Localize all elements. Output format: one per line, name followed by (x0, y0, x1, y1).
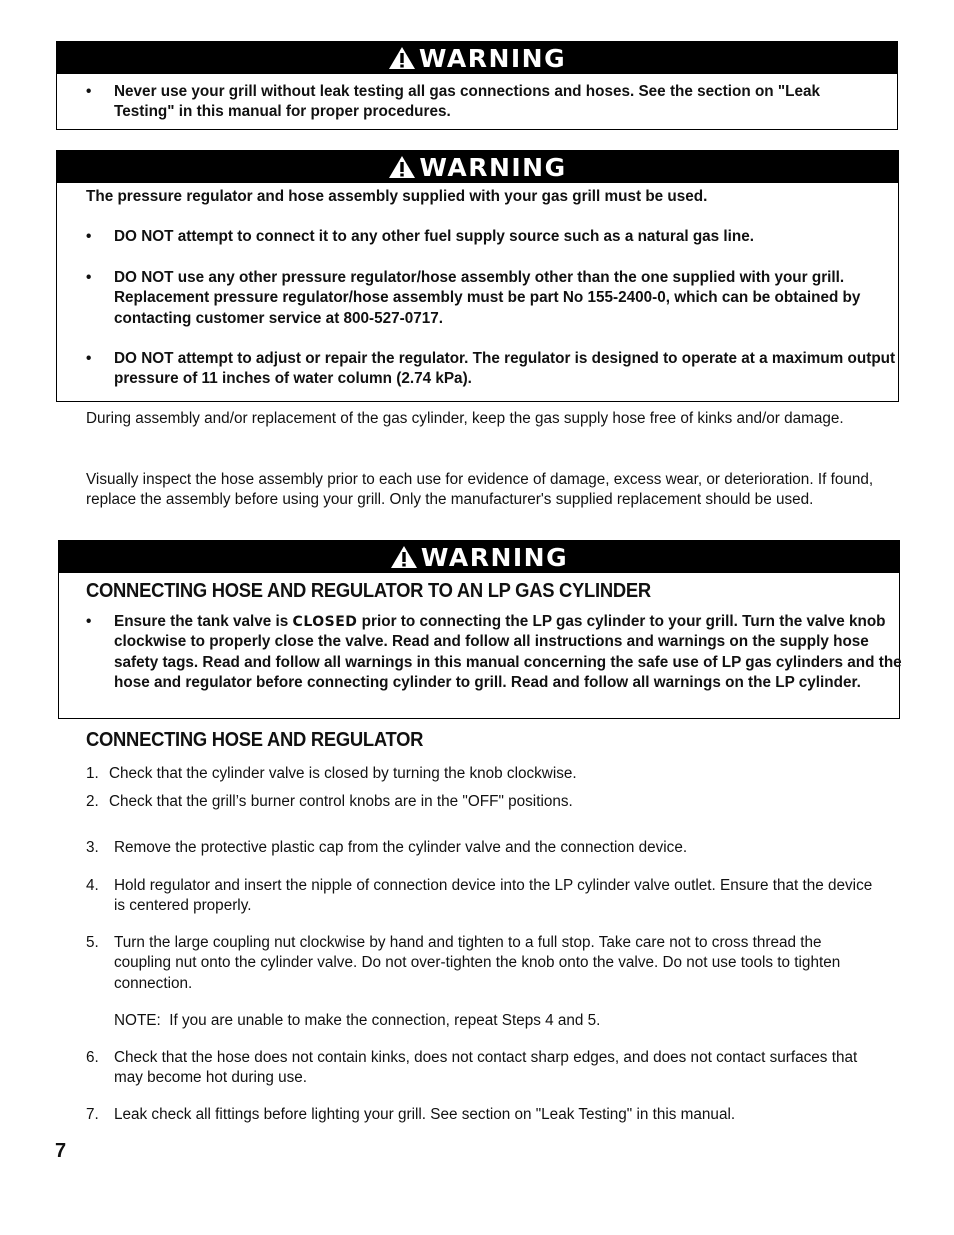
warning-triangle-icon (388, 46, 416, 70)
list-item (86, 876, 876, 917)
step-number: 3. (86, 839, 99, 856)
list-item (86, 1105, 876, 1125)
section-heading: CONNECTING HOSE AND REGULATOR (86, 729, 424, 751)
warning-bullet (86, 612, 904, 693)
closed-emphasis: CLOSED (292, 614, 358, 630)
note-text: NOTE: If you are unable to make the connection, repeat Steps 4 and 5. (114, 1012, 601, 1029)
step-text: Check that the hose does not contain kinks, does not contact sharp edges, and does not contact surfaces that may become hot during use. (114, 1049, 858, 1087)
warning-title: WARNING (420, 542, 569, 572)
step-text: Remove the protective plastic cap from the cylinder valve and the connection device. (114, 839, 688, 856)
list-item (86, 933, 876, 994)
page-number: 7 (55, 1140, 67, 1162)
warning-box-1 (56, 41, 898, 130)
warning-banner (57, 151, 898, 183)
step-text: Check that the grill’s burner control knobs are in the "OFF" positions. (109, 793, 573, 810)
warning-bullet: • DO NOT use any other pressure regulator/hose assembly other than the one supplied with your grill. Replacement pressure regulator/hose assembly must be part No 155-2400-0, which can be obtained by contacting customer service at 800-527-0717. (86, 268, 904, 329)
bullet-text: prior to connecting the LP gas cylinder to your grill. Turn the valve knob clockwise to properly close the valve. Read and follow all instructions and warnings on the supply hose safety tags. Read and follow all warnings in this manual concerning the safe use of LP gas cylinders and the hose and regulator before connecting cylinder to grill. Read and follow all warnings on the LP cylinder. (114, 613, 902, 691)
warning-bullet: • DO NOT attempt to adjust or repair the regulator. The regulator is designed to operate at a maximum output pressure of 11 inches of water column (2.74 kPa). (86, 349, 904, 390)
list-item (86, 838, 876, 858)
step-number: 5. (86, 934, 99, 951)
warning-bullet: • Never use your grill without leak testing all gas connections and hoses. See the section on "Leak Testing" in this manual for proper procedures. (86, 82, 846, 123)
list-item (86, 792, 876, 812)
warning-triangle-icon (390, 545, 418, 569)
warning-title: WARNING (419, 152, 567, 182)
warning-banner (57, 42, 897, 74)
section-heading: CONNECTING HOSE AND REGULATOR TO AN LP GAS CYLINDER (86, 580, 651, 602)
step-number: 7. (86, 1106, 99, 1123)
bullet-text: Ensure the tank valve is (114, 613, 293, 630)
step-text: Turn the large coupling nut clockwise by hand and tighten to a full stop. Take care not to cross thread the coupling nut onto the cylinder valve. Do not over-tighten the knob onto the valve. Do not use tools to tighten connection. (114, 934, 841, 992)
step-number: 1. (86, 765, 99, 782)
warning-title: WARNING (418, 43, 567, 73)
list-item (86, 1048, 876, 1089)
warning-bullet: • DO NOT attempt to connect it to any other fuel supply source such as a natural gas line. (86, 227, 904, 247)
warning-box-3 (58, 540, 900, 719)
step-text: Hold regulator and insert the nipple of connection device into the LP cylinder valve outlet. Ensure that the device is centered properly. (114, 877, 873, 915)
step-number: 4. (86, 877, 99, 894)
note (114, 1011, 874, 1031)
body-paragraph: Visually inspect the hose assembly prior to each use for evidence of damage, excess wear, or deterioration. If found, replace the assembly before using your grill. Only the manufacturer's supplied replacement should be used. (86, 471, 874, 509)
step-number: 6. (86, 1049, 99, 1066)
warning-banner (59, 541, 899, 573)
warning-triangle-icon (388, 155, 416, 179)
warning-box-2 (56, 150, 899, 402)
warning-intro: The pressure regulator and hose assembly supplied with your gas grill must be used. (86, 188, 708, 205)
list-item (86, 764, 876, 784)
step-text: Leak check all fittings before lighting your grill. See section on "Leak Testing" in this manual. (114, 1106, 736, 1123)
step-text: Check that the cylinder valve is closed by turning the knob clockwise. (109, 765, 577, 782)
step-number: 2. (86, 793, 99, 810)
body-paragraph: During assembly and/or replacement of the gas cylinder, keep the gas supply hose free of kinks and/or damage. (86, 410, 844, 427)
